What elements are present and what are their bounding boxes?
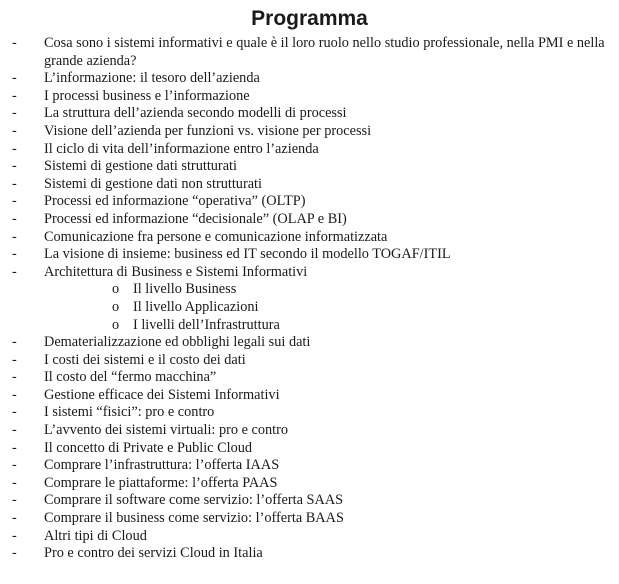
list-item [0,387,619,405]
list-item-text: Processi ed informazione “decisionale” (OLAP e BI) [44,210,347,227]
sub-list-item-text: Il livello Applicazioni [133,298,259,315]
list-item [0,440,619,458]
dash-bullet: - [12,193,17,210]
list-item-text: I costi dei sistemi e il costo dei dati [44,351,246,368]
list-item-text: Il ciclo di vita dell’informazione entro l’azienda [44,140,319,157]
list-item-text: L’informazione: il tesoro dell’azienda [44,70,260,87]
list-item [0,158,619,176]
list-item-text: Comunicazione fra persone e comunicazione informatizzata [44,228,388,245]
list-item [0,211,619,229]
dash-bullet: - [12,369,17,386]
dash-bullet: - [12,246,17,263]
list-item [0,352,619,370]
list-item [0,404,619,422]
list-item-text: Comprare il software come servizio: l’offerta SAAS [44,492,344,509]
dash-bullet: - [12,210,17,227]
dash-bullet: - [12,474,17,491]
list-item [0,475,619,493]
dash-bullet: - [12,334,17,351]
list-item-text: Pro e contro dei servizi Cloud in Italia [44,545,263,562]
dash-bullet: - [12,70,17,87]
sub-list-item [44,317,619,335]
circle-bullet: o [112,316,120,333]
dash-bullet: - [12,527,17,544]
list-item [0,176,619,194]
dash-bullet: - [12,510,17,527]
list-item-text: I sistemi “fisici”: pro e contro [44,404,215,421]
dash-bullet: - [12,140,17,157]
list-item [0,105,619,123]
list-item [0,510,619,528]
list-item-text: Comprare le piattaforme: l’offerta PAAS [44,474,278,491]
dash-bullet: - [12,457,17,474]
list-item-text: Dematerializzazione ed obblighi legali sui dati [44,334,311,351]
list-item-text: Cosa sono i sistemi informativi e quale è il loro ruolo nello studio professionale, nella PMI e nella grande azienda? [44,35,605,69]
list-item [0,123,619,141]
list-item [0,70,619,88]
dash-bullet: - [12,122,17,139]
dash-bullet: - [12,386,17,403]
list-item [0,193,619,211]
dash-bullet: - [12,158,17,175]
page-title: Programma [251,7,368,30]
circle-bullet: o [112,298,120,315]
list-item [0,141,619,159]
list-item-text: Il concetto di Private e Public Cloud [44,439,253,456]
list-item [0,545,619,563]
sub-list-item [44,281,619,299]
list-item-text: Sistemi di gestione dati non strutturati [44,175,263,192]
program-list [0,35,619,563]
dash-bullet: - [12,351,17,368]
list-item [0,334,619,352]
list-item [0,528,619,546]
list-item-text: La struttura dell’azienda secondo modelli di processi [44,105,347,122]
dash-bullet: - [12,263,17,280]
dash-bullet: - [12,422,17,439]
dash-bullet: - [12,175,17,192]
list-item [0,422,619,440]
dash-bullet: - [12,545,17,562]
list-item-text: Architettura di Business e Sistemi Informativi [44,263,308,280]
list-item [0,246,619,264]
list-item-text: Visione dell’azienda per funzioni vs. visione per processi [44,122,372,139]
list-item [0,457,619,475]
list-item-text: Comprare l’infrastruttura: l’offerta IAAS [44,457,280,474]
list-item-text: Sistemi di gestione dati strutturati [44,158,237,175]
list-item [0,264,619,334]
list-item-text: Gestione efficace dei Sistemi Informativi [44,386,280,403]
dash-bullet: - [12,228,17,245]
dash-bullet: - [12,439,17,456]
list-item [0,88,619,106]
dash-bullet: - [12,404,17,421]
list-item-text: Il costo del “fermo macchina” [44,369,217,386]
list-item-text: Comprare il business come servizio: l’offerta BAAS [44,510,344,527]
sub-list-item-text: Il livello Business [133,281,237,298]
list-item [0,229,619,247]
list-item-text: Altri tipi di Cloud [44,527,147,544]
dash-bullet: - [12,87,17,104]
list-item [0,492,619,510]
dash-bullet: - [12,35,17,51]
circle-bullet: o [112,281,120,298]
sub-list-item-text: I livelli dell’Infrastruttura [133,316,280,333]
list-item [0,369,619,387]
list-item-text: L’avvento dei sistemi virtuali: pro e contro [44,422,289,439]
list-item-text: La visione di insieme: business ed IT secondo il modello TOGAF/ITIL [44,246,451,263]
list-item [0,35,619,70]
dash-bullet: - [12,105,17,122]
sub-list-item [44,299,619,317]
list-item-text: Processi ed informazione “operativa” (OLTP) [44,193,306,210]
sub-list [44,281,619,334]
dash-bullet: - [12,492,17,509]
list-item-text: I processi business e l’informazione [44,87,250,104]
